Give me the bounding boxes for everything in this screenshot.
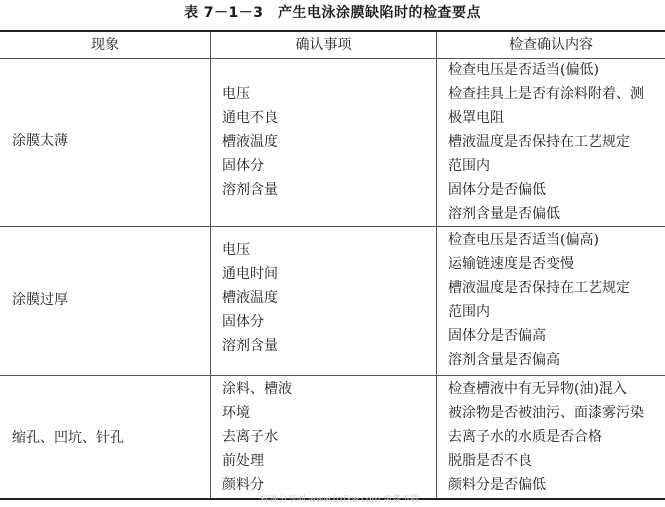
row-3-checks [448, 377, 644, 497]
header-confirm-items: 确认事项 [295, 37, 352, 53]
list-item: 槽液温度 [222, 134, 278, 150]
header-check-content: 检查确认内容 [509, 37, 593, 53]
list-item: 检查挂具上是否有涂料附着、测 [448, 86, 644, 102]
row-1-items [222, 82, 278, 202]
header-phenomenon: 现象 [91, 37, 119, 53]
list-item: 通电时间 [222, 266, 278, 282]
list-item: 前处理 [222, 453, 264, 469]
list-item: 环境 [222, 405, 250, 421]
list-item: 固体分是否偏低 [448, 182, 546, 198]
column-divider-1 [210, 32, 211, 498]
row-3-phenomenon: 缩孔、凹坑、针孔 [12, 430, 124, 446]
row-3-items [222, 377, 292, 497]
list-item: 固体分是否偏高 [448, 328, 546, 344]
list-item: 槽液温度是否保持在工艺规定 [448, 280, 630, 296]
list-item: 固体分 [222, 314, 264, 330]
list-item: 溶剂含量 [222, 338, 278, 354]
watermark: 标准分享网 www.bzfxw.com 免费下载 [260, 495, 420, 505]
row-2-items [222, 238, 278, 358]
list-item: 电压 [222, 86, 250, 102]
list-item: 运输链速度是否变慢 [448, 256, 574, 272]
row-2-checks [448, 228, 630, 372]
list-item: 检查电压是否适当(偏低) [448, 62, 599, 78]
list-item: 涂料、槽液 [222, 381, 292, 397]
list-item: 通电不良 [222, 110, 278, 126]
list-item: 脱脂是否不良 [448, 453, 532, 469]
list-item: 颜料分 [222, 477, 264, 493]
list-item: 检查电压是否适当(偏高) [448, 232, 599, 248]
table-caption: 表 7－1－3 产生电泳涂膜缺陷时的检查要点 [183, 5, 482, 21]
row-2-phenomenon: 涂膜过厚 [12, 292, 68, 308]
list-item: 溶剂含量是否偏低 [448, 206, 560, 222]
list-item: 颜料分是否偏低 [448, 477, 546, 493]
top-rule [0, 30, 665, 32]
list-item: 固体分 [222, 158, 264, 174]
list-item: 去离子水 [222, 429, 278, 445]
row-divider-1 [0, 226, 665, 227]
list-item: 溶剂含量是否偏高 [448, 352, 560, 368]
list-item: 槽液温度 [222, 290, 278, 306]
list-item: 范围内 [448, 158, 490, 174]
list-item: 检查槽液中有无异物(油)混入 [448, 381, 627, 397]
list-item: 溶剂含量 [222, 182, 278, 198]
row-divider-2 [0, 375, 665, 376]
list-item: 槽液温度是否保持在工艺规定 [448, 134, 630, 150]
list-item: 被涂物是否被油污、面漆雾污染 [448, 405, 644, 421]
list-item: 电压 [222, 242, 250, 258]
column-divider-2 [436, 32, 437, 498]
list-item: 范围内 [448, 304, 490, 320]
list-item: 极罩电阻 [448, 110, 504, 126]
row-1-phenomenon: 涂膜太薄 [12, 133, 68, 149]
list-item: 去离子水的水质是否合格 [448, 429, 602, 445]
row-1-checks [448, 58, 644, 226]
